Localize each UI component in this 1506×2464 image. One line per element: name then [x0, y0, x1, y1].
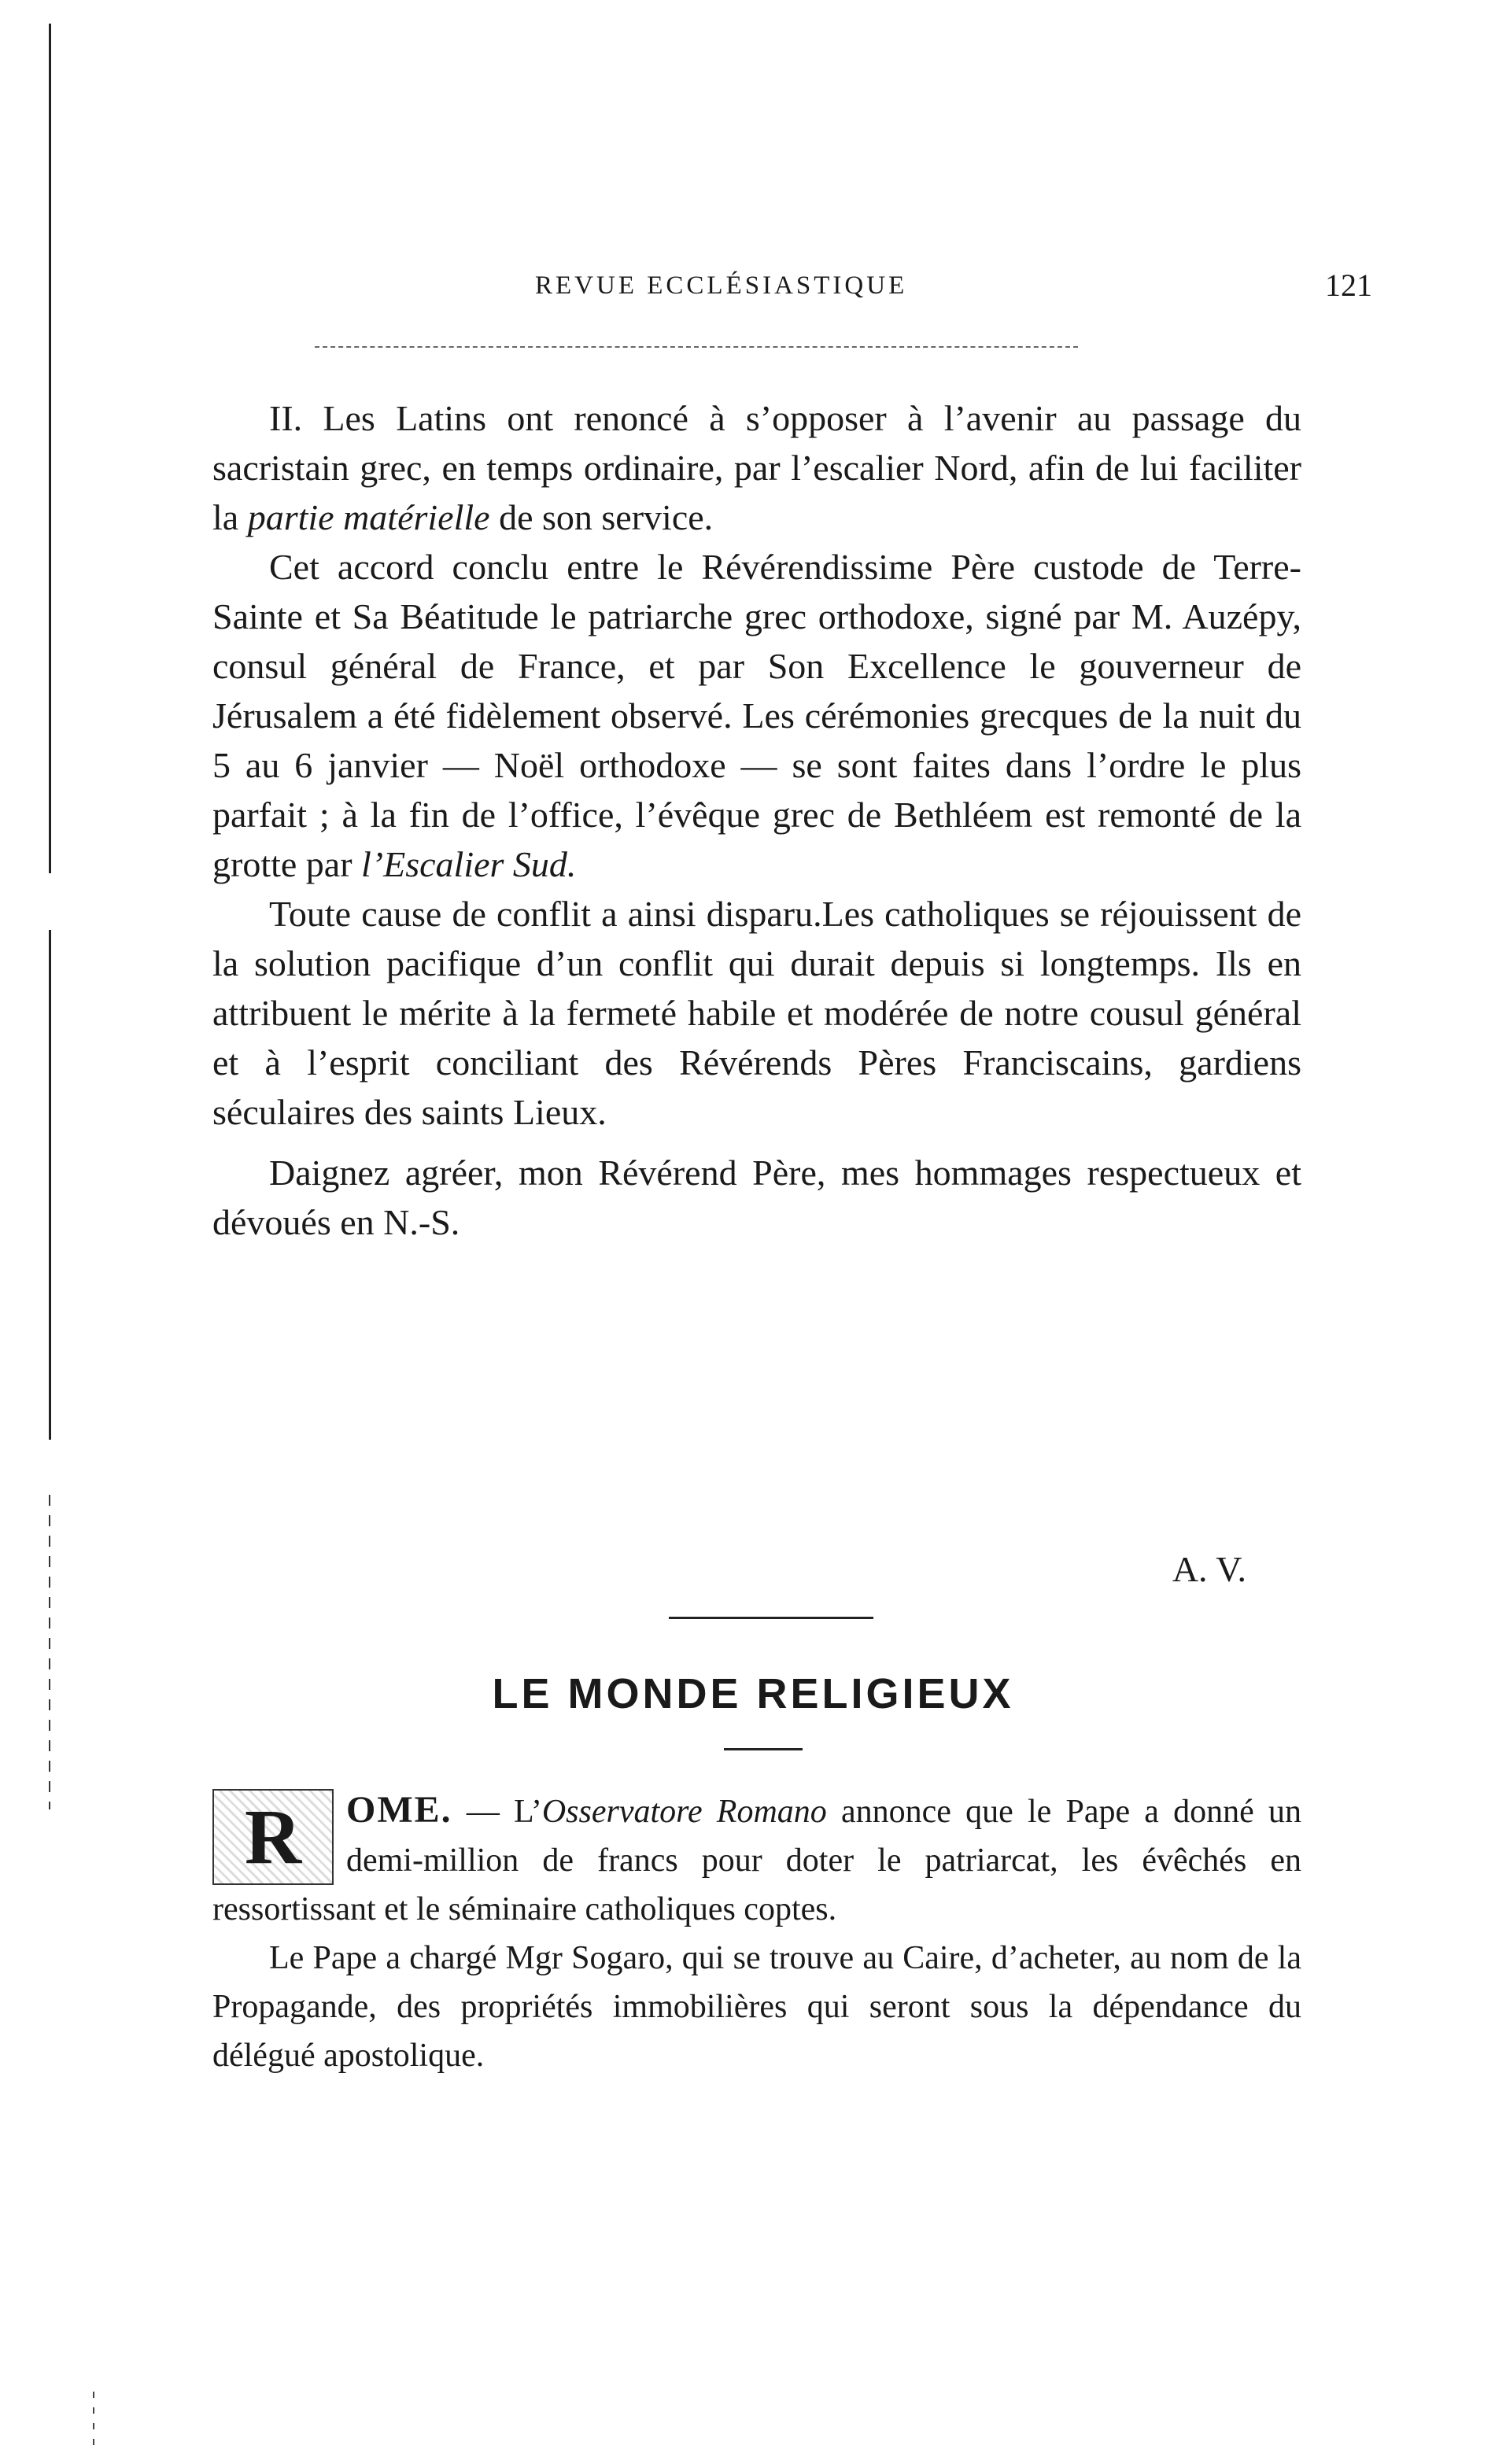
letter-body [212, 393, 1301, 1247]
news-paragraph-2: Le Pape a chargé Mgr Sogaro, qui se trouve au Caire, d’acheter, au nom de la Propagande, des propriétés immobilières qui seront sous la dépendance du délégué apostolique. [212, 1940, 1301, 2074]
news-body [212, 1786, 1301, 2080]
news-paragraph-1-text: annonce que le Pape a donné un demi-million de francs pour doter le patriarcat, les évêchés en ressortissant et le séminaire catholiques coptes. [212, 1794, 1301, 1927]
letter-paragraph-1-text-a: II. Les Latins ont renoncé à s’opposer à l’avenir au passage du sacristain grec, en temps ordinaire, par l’escalier Nord, afin de lui faciliter la [212, 398, 1301, 537]
letter-paragraph-1-text-b: de son service. [489, 497, 714, 537]
letter-paragraph-2-text: Cet accord conclu entre le Révérendissime Père custode de Terre-Sainte et Sa Béatitude le patriarche grec orthodoxe, signé par M. Auzépy, consul général de France, et par Son Excellence le gouverneur de Jérusalem a été fidèlement observé. Les cérémonies grecques de la nuit du 5 au 6 janvier — Noël orthodoxe — se sont faites dans l’ordre le plus parfait ; à la fin de l’office, l’évêque grec de Bethléem est remonté de la grotte par [212, 547, 1301, 884]
letter-paragraph-2-italic: l’Escalier Sud. [361, 844, 577, 884]
section-title-underline [724, 1748, 803, 1750]
page-binding-edge-lower [49, 1495, 50, 1809]
newspaper-name: Osservatore Romano [541, 1794, 827, 1830]
letter-paragraph-1-italic: partie matérielle [247, 497, 490, 537]
lead-word-rest: OME. [346, 1789, 452, 1831]
section-divider-rule [669, 1617, 873, 1619]
page-number: 121 [1325, 267, 1372, 303]
letter-paragraph-4: Daignez agréer, mon Révérend Père, mes hommages respectueux et dévoués en N.-S. [212, 1153, 1301, 1242]
ornamental-drop-cap: R [212, 1789, 334, 1885]
running-head [212, 267, 1372, 311]
lead-dash: — L’ [452, 1794, 542, 1830]
section-title: LE MONDE RELIGIEUX [492, 1670, 1014, 1717]
letter-paragraph-2 [212, 542, 1301, 889]
header-rule [315, 346, 1078, 348]
signature: A. V. [1172, 1549, 1246, 1589]
news-paragraph-1 [212, 1786, 1301, 1934]
page-binding-edge [49, 24, 51, 1440]
running-title: REVUE ECCLÉSIASTIQUE [535, 271, 908, 300]
gutter-marks [93, 2392, 94, 2455]
letter-paragraph-1 [212, 393, 1301, 542]
letter-paragraph-3: Toute cause de conflit a ainsi disparu.Les catholiques se réjouissent de la solution pacifique d’un conflit qui durait depuis si longtemps. Ils en attribuent le mérite à la fermeté habile et modérée de notre cousul général et à l’esprit conciliant des Révérends Pères Franciscains, gardiens séculaires des saints Lieux. [212, 894, 1301, 1132]
